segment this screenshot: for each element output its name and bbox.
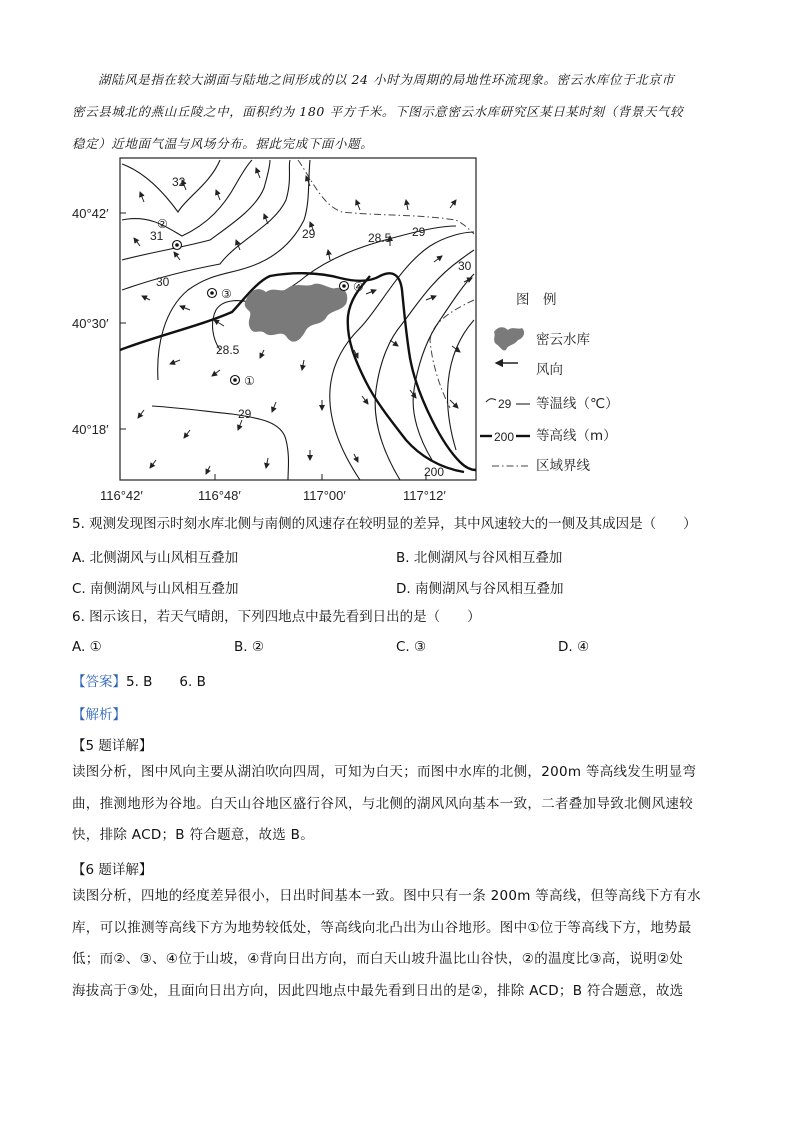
detail-5-line: 快，排除 ACD；B 符合题意，故选 B。: [72, 827, 315, 843]
analysis-heading: [72, 703, 126, 723]
q6-option-c: C. ③: [396, 639, 427, 655]
contour-label: 200: [424, 465, 445, 479]
point-1: [231, 374, 255, 388]
svg-text:④: ④: [353, 280, 364, 294]
intro-line-2: 密云县城北的燕山丘陵之中，面积约为 180 平方千米。下图示意密云水库研究区某日某时刻（背景天气较: [72, 104, 684, 119]
answer-text: 5. B 6. B: [126, 674, 206, 690]
analysis-label: 【解析】: [72, 707, 126, 723]
legend-boundary-label: 区域界线: [536, 458, 590, 474]
map-figure: [60, 150, 620, 505]
legend-contour-label: 等高线（m）: [536, 428, 617, 444]
lon-label: 117°00′: [303, 488, 346, 503]
isotherm-label: 29: [412, 225, 426, 239]
isotherm-label: 31: [150, 229, 164, 243]
legend-wind-label: 风向: [536, 362, 563, 378]
isotherm-label: 32: [172, 175, 186, 189]
detail-5-line: 读图分析，图中风向主要从湖泊吹向四周，可知为白天；而图中水库的北侧，200m 等高线发生明显弯: [72, 764, 697, 780]
lat-label: 40°42′: [72, 206, 109, 221]
map-svg: [60, 150, 620, 505]
detail-6-line: 读图分析，四地的经度差异很小，日出时间基本一致。图中只有一条 200m 等高线，但等高线下方有水: [72, 888, 701, 904]
intro-line-3: 稳定）近地面气温与风场分布。据此完成下面小题。: [72, 136, 374, 151]
answer-label: 【答案】: [72, 674, 126, 690]
lon-label: 116°48′: [198, 488, 241, 503]
q5-option-a: A. 北侧湖风与山风相互叠加: [72, 550, 239, 566]
q6-option-a: A. ①: [72, 639, 102, 655]
q6-option-d: D. ④: [558, 639, 590, 655]
isotherm-labels: [150, 175, 472, 479]
point-3: [208, 287, 232, 301]
detail-5-body: [72, 757, 724, 852]
question-5-stem: 5. 观测发现图示时刻水库北侧与南侧的风速存在较明显的差异，其中风速较大的一侧及其成因是（ ）: [72, 516, 697, 532]
lat-label: 40°18′: [72, 422, 109, 437]
legend-isotherm-sample: 29: [498, 397, 512, 411]
legend: [480, 292, 619, 474]
isotherm-label: 29: [238, 407, 252, 421]
isotherm-label: 28.5: [368, 231, 392, 245]
lat-label: 40°30′: [72, 316, 109, 331]
isotherm-label: 30: [458, 259, 472, 273]
detail-6-body: [72, 881, 724, 1007]
isotherm-label: 30: [156, 275, 170, 289]
region-boundary: [298, 160, 474, 234]
svg-text:③: ③: [221, 287, 232, 301]
isotherm-label: 29: [302, 227, 316, 241]
svg-text:①: ①: [244, 374, 255, 388]
region-boundary: [430, 300, 474, 408]
contour-200m: [348, 276, 464, 472]
question-6-stem: 6. 图示该日，若天气晴朗，下列四地点中最先看到日出的是（ ）: [72, 609, 481, 625]
detail-6-line: 库，可以推测等高线下方为地势较低处，等高线向北凸出为山谷地形。图中①位于等高线下方，地势最: [72, 919, 692, 936]
detail-6-line: 低；而②、③、④位于山坡，④背向日出方向，而白天山坡升温比山谷快，②的温度比③高，说明②处: [72, 951, 684, 967]
svg-text:②: ②: [157, 217, 168, 231]
intro-paragraph: [72, 64, 722, 160]
intro-line-1: 湖陆风是指在较大湖面与陆地之间形成的以 24 小时为周期的局地性环流现象。密云水库位于北京市: [98, 72, 675, 87]
legend-isotherm-label: 等温线（℃）: [536, 396, 619, 412]
reservoir-shape: [245, 284, 348, 342]
detail-6-heading: 【6 题详解】: [72, 862, 153, 878]
q5-option-b: B. 北侧湖风与谷风相互叠加: [396, 550, 563, 566]
detail-6-line: 海拔高于③处，且面向日出方向，因此四地点中最先看到日出的是②，排除 ACD；B 符合题意，故选: [72, 982, 684, 999]
lon-label: 117°12′: [403, 488, 446, 503]
detail-5-line: 曲，推测地形为谷地。白天山谷地区盛行谷风，与北侧的湖风风向基本一致，二者叠加导致北侧风速较: [72, 795, 693, 812]
q6-option-b: B. ②: [234, 639, 264, 655]
isotherm-label: 28.5: [216, 343, 240, 357]
detail-5-heading: 【5 题详解】: [72, 738, 153, 754]
legend-contour-sample: 200: [494, 430, 515, 444]
answer-line: [72, 670, 206, 690]
legend-reservoir-label: 密云水库: [536, 332, 590, 348]
q5-option-d: D. 南侧湖风与谷风相互叠加: [396, 581, 564, 597]
legend-reservoir-icon: [494, 327, 524, 350]
legend-title: 图 例: [516, 292, 557, 308]
lon-label: 116°42′: [100, 488, 143, 503]
q5-option-c: C. 南侧湖风与山风相互叠加: [72, 581, 239, 597]
